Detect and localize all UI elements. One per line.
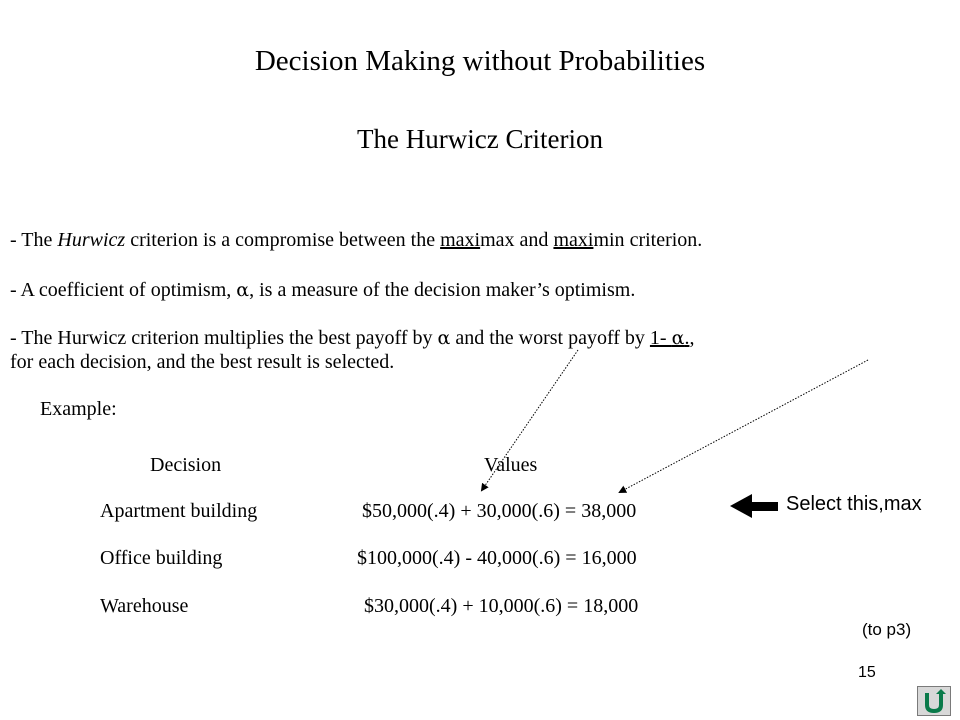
- bullet-text: and: [514, 229, 554, 251]
- hurwicz-italic: Hurwicz: [57, 229, 126, 251]
- row-decision-warehouse: Warehouse: [100, 595, 189, 617]
- alpha-symbol: α: [236, 279, 250, 301]
- left-arrow-icon: [730, 494, 778, 518]
- alpha-pointer-arrow: [482, 350, 578, 490]
- bullet-text: - A coefficient of optimism,: [10, 279, 237, 301]
- bullet-text: - The: [10, 229, 58, 251]
- underlined-maxi: maxi: [440, 229, 481, 251]
- dot-text: .: [684, 327, 690, 349]
- bullet-text-line2: for each decision, and the best result is selected.: [10, 351, 395, 373]
- return-nav-button[interactable]: [917, 686, 951, 716]
- row-value-apartment: $50,000(.4) + 30,000(.6) = 38,000: [362, 500, 637, 522]
- bullet-text: criterion.: [624, 229, 703, 251]
- example-label: Example:: [40, 398, 117, 420]
- row-value-warehouse: $30,000(.4) + 10,000(.6) = 18,000: [364, 595, 639, 617]
- select-label: Select this,max: [786, 493, 922, 515]
- to-p3-note: (to p3): [862, 620, 912, 639]
- alpha-symbol: α: [671, 327, 685, 349]
- bullet-text: and the worst payoff by: [450, 327, 650, 349]
- one-minus-alpha-pointer-arrow: [620, 360, 868, 492]
- page-number: 15: [858, 664, 876, 681]
- row-decision-office: Office building: [100, 547, 223, 569]
- alpha-symbol: α: [437, 327, 451, 349]
- underlined-maxi: maxi: [553, 229, 594, 251]
- slide-subtitle: The Hurwicz Criterion: [357, 124, 603, 154]
- bullet-text: min: [593, 229, 625, 251]
- bullet-text: - The Hurwicz criterion multiplies the best payoff by: [10, 327, 438, 349]
- row-decision-apartment: Apartment building: [100, 500, 258, 522]
- bullet-text: , is a measure of the decision maker’s optimism.: [249, 279, 636, 301]
- slide-title: Decision Making without Probabilities: [254, 45, 706, 77]
- bullet-text: criterion is a compromise between the: [125, 229, 441, 251]
- bullet-text: max: [480, 229, 515, 251]
- header-decision: Decision: [150, 454, 222, 476]
- row-value-office: $100,000(.4) - 40,000(.6) = 16,000: [357, 547, 637, 569]
- return-u-icon: [918, 687, 950, 715]
- one-minus-text: 1-: [649, 327, 672, 349]
- bullet-text: ,: [689, 327, 695, 349]
- header-values: Values: [484, 454, 538, 476]
